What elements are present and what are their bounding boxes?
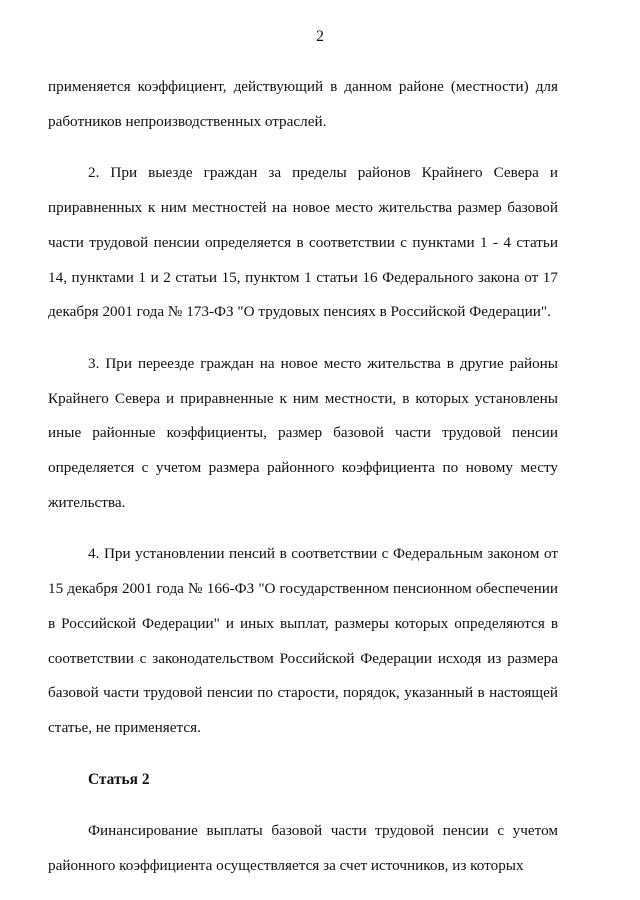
paragraph-continuation: применяется коэффициент, действующий в данном районе (местности) для работников непроизводственных отраслей. <box>48 78 558 130</box>
paragraph-item-2: 2. При выезде граждан за пределы районов Крайнего Севера и приравненных к ним местностей на новое место жительства размер базовой части трудовой пенсии определяется в соответствии с пунктами 1 - 4 статьи 14, пунктами 1 и 2 статьи 15, пунктом 1 статьи 16 Федерального закона от 17 декабря 2001 года № 173-ФЗ "О трудовых пенсиях в Российской Федерации". <box>48 164 558 321</box>
article-heading: Статья 2 <box>88 770 150 788</box>
page-number: 2 <box>316 28 324 45</box>
paragraph-item-4: 4. При установлении пенсий в соответствии с Федеральным законом от 15 декабря 2001 года № 166-ФЗ "О государственном пенсионном обеспечении в Российской Федерации" и иных выплат, размеры которых определяются в соответствии с законодательством Российской Федерации исходя из размера базовой части трудовой пенсии по старости, порядок, указанный в настоящей статье, не применяется. <box>48 545 558 736</box>
paragraph-item-3: 3. При переезде граждан на новое место жительства в другие районы Крайнего Севера и приравненные к ним местности, в которых установлены иные районные коэффициенты, размер базовой части трудовой пенсии определяется с учетом размера районного коэффициента по новому месту жительства. <box>48 354 558 511</box>
article-2-paragraph: Финансирование выплаты базовой части трудовой пенсии с учетом районного коэффициента осуществляется за счет источников, из которых <box>48 822 558 875</box>
document-body <box>48 70 558 884</box>
